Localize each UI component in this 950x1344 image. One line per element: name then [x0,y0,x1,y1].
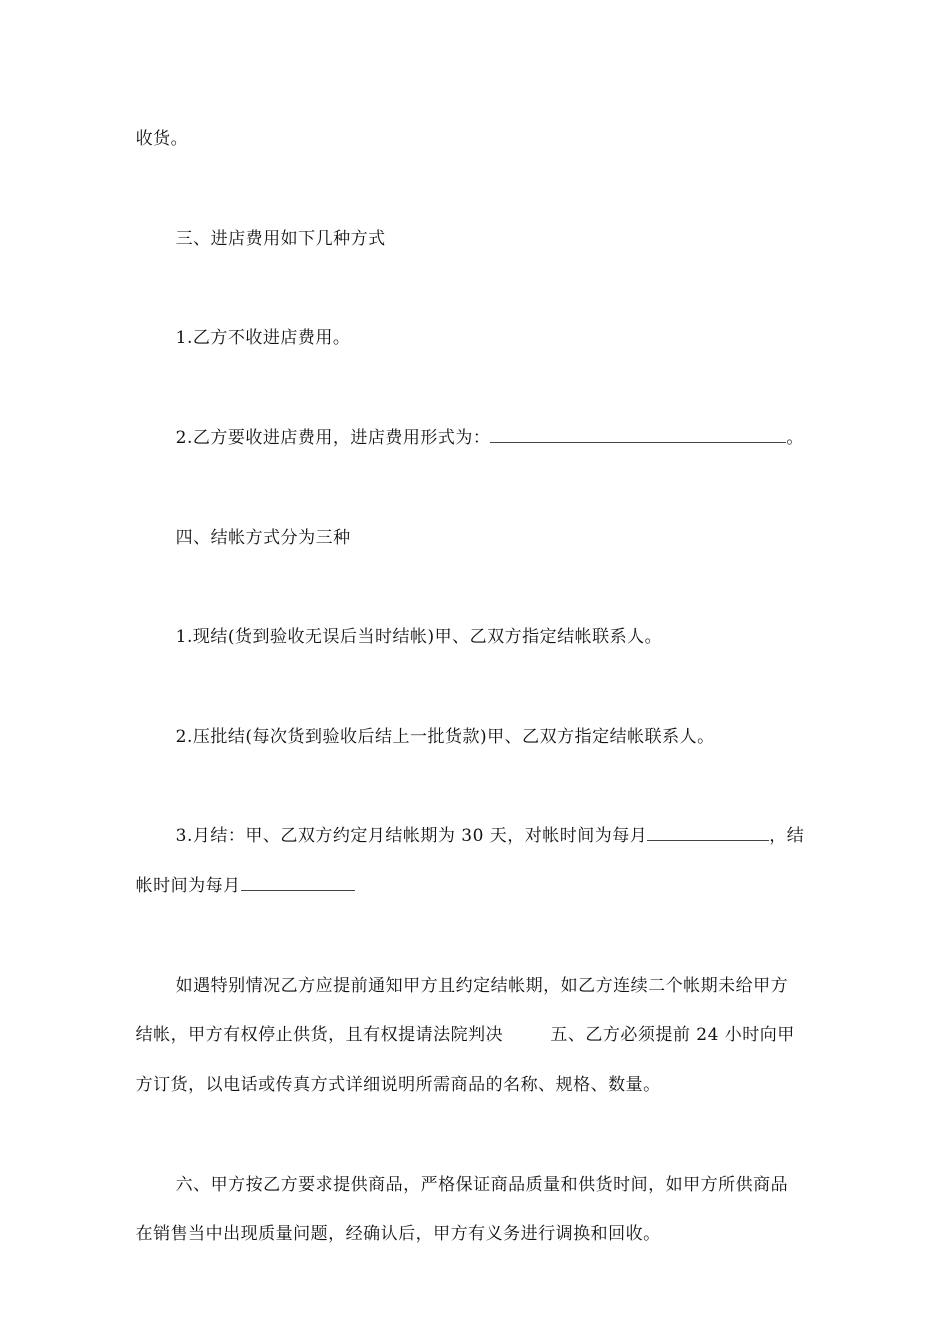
list-item-text-end: 。 [786,428,804,448]
fee-form-blank-field[interactable] [490,426,786,443]
paragraph-receipt [112,103,188,175]
list-item-text: 1.乙方不收进店费用。 [175,328,351,348]
list-item-text: 2.压批结(每次货到验收后结上一批货款)甲、乙双方指定结帐联系人。 [175,727,715,747]
paragraph-text: 如遇特别情况乙方应提前通知甲方且约定结帐期，如乙方连续二个帐期未给甲方 [175,976,789,996]
list-item-no-fee [152,302,350,374]
paragraph-text: 六、甲方按乙方要求提供商品，严格保证商品质量和供货时间，如甲方所供商品 [175,1175,789,1195]
heading-text: 四、结帐方式分为三种 [175,528,351,548]
paragraph-special-case-line3 [112,1049,661,1121]
reconciliation-date-blank-field[interactable] [647,824,769,841]
paragraph-text: 结帐，甲方有权停止供货，且有权提请法院判决 五、乙方必须提前 24 小时向甲 [135,1025,795,1045]
list-item-text: 3.月结：甲、乙双方约定月结帐期为 30 天，对帐时间为每月 [175,826,648,846]
list-item-text: 帐时间为每月 [135,876,241,896]
list-item-monthly-settlement-cont [112,850,355,922]
list-item-text-cont: ，结 [769,826,805,846]
paragraph-text: 在销售当中出现质量问题，经确认后，甲方有义务进行调换和回收。 [135,1224,661,1244]
heading-text: 三、进店费用如下几种方式 [175,229,386,249]
list-item-fee-form [152,402,804,474]
section-heading-entry-fee [152,203,386,275]
settlement-date-blank-field[interactable] [241,874,355,891]
list-item-text: 2.乙方要收进店费用，进店费用形式为： [175,428,491,448]
list-item-text: 1.现结(货到验收无误后当时结帐)甲、乙双方指定结帐联系人。 [175,627,663,647]
paragraph-text: 收货。 [135,129,189,149]
list-item-batch-settlement [152,701,715,773]
paragraph-text: 方订货，以电话或传真方式详细说明所需商品的名称、规格、数量。 [135,1075,661,1095]
list-item-cash-settlement [152,601,662,673]
paragraph-quality-line2 [112,1198,661,1270]
section-heading-settlement [152,502,351,574]
